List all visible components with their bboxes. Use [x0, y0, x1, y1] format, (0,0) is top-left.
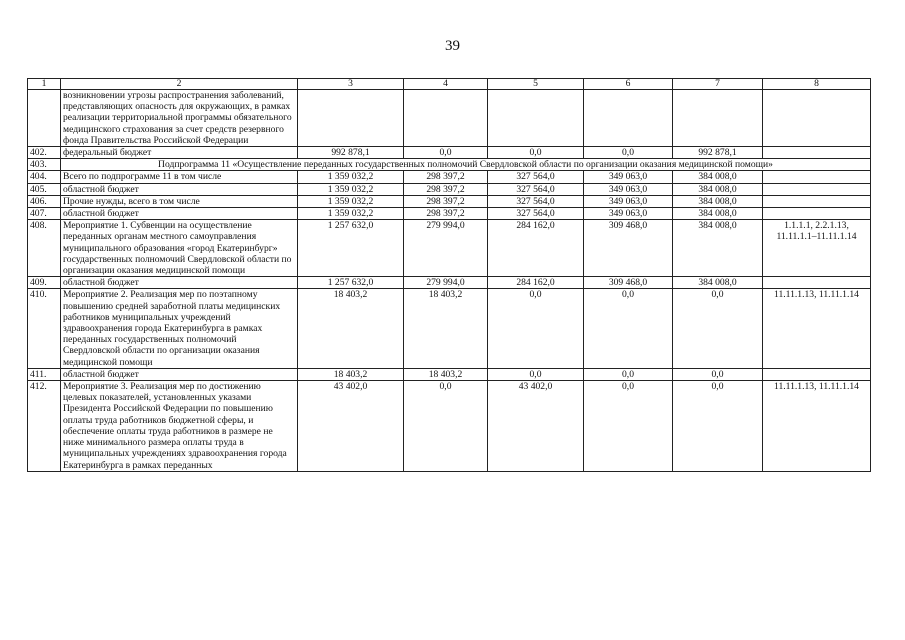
table-row: [28, 183, 871, 195]
year-value-cell: 327 564,0: [488, 183, 584, 195]
total-cell: [298, 90, 404, 147]
target-reference-cell: [763, 147, 871, 159]
target-reference-cell: [763, 183, 871, 195]
header-cell: 8: [763, 79, 871, 90]
row-name-cell: областной бюджет: [61, 208, 298, 220]
year-value-cell: [673, 90, 763, 147]
row-number-cell: 405.: [28, 183, 61, 195]
table-row: [28, 171, 871, 183]
year-value-cell: 309 468,0: [584, 277, 673, 289]
year-value-cell: 0,0: [673, 381, 763, 472]
row-number-cell: 409.: [28, 277, 61, 289]
row-name-cell: Всего по подпрограмме 11 в том числе: [61, 171, 298, 183]
year-value-cell: 0,0: [584, 289, 673, 368]
year-value-cell: 0,0: [584, 147, 673, 159]
year-value-cell: 279 994,0: [404, 220, 488, 277]
year-value-cell: 43 402,0: [488, 381, 584, 472]
table-body: [28, 79, 871, 472]
row-name-cell: Мероприятие 3. Реализация мер по достижению целевых показателей, установленных указами Президента Российской Федерации по повышению оплаты труда работников бюджетной сферы, и обеспечение оплаты труда работников в размере не ниже минимального размера оплаты труда в муниципальных учреждениях здравоохранения города Екатеринбурга в рамках переданных: [61, 381, 298, 472]
row-name-cell: Прочие нужды, всего в том числе: [61, 195, 298, 207]
year-value-cell: 0,0: [584, 381, 673, 472]
row-number-cell: 410.: [28, 289, 61, 368]
year-value-cell: [584, 90, 673, 147]
header-cell: 3: [298, 79, 404, 90]
year-value-cell: 327 564,0: [488, 195, 584, 207]
total-cell: 1 359 032,2: [298, 195, 404, 207]
program-table: [27, 78, 871, 472]
year-value-cell: 384 008,0: [673, 195, 763, 207]
year-value-cell: 384 008,0: [673, 208, 763, 220]
table-row: [28, 220, 871, 277]
row-number-cell: 407.: [28, 208, 61, 220]
year-value-cell: 0,0: [404, 381, 488, 472]
total-cell: 1 257 632,0: [298, 277, 404, 289]
row-name-cell: областной бюджет: [61, 183, 298, 195]
header-cell: 1: [28, 79, 61, 90]
table-row: [28, 208, 871, 220]
year-value-cell: 349 063,0: [584, 208, 673, 220]
total-cell: 18 403,2: [298, 368, 404, 380]
target-reference-cell: [763, 90, 871, 147]
header-cell: 6: [584, 79, 673, 90]
row-number-cell: 402.: [28, 147, 61, 159]
total-cell: 1 257 632,0: [298, 220, 404, 277]
row-name-cell: Мероприятие 1. Субвенции на осуществление переданных органам местного самоуправления муниципального образования «город Екатеринбург» государственных полномочий Свердловской области по организации оказания медицинской помощи: [61, 220, 298, 277]
year-value-cell: 0,0: [488, 289, 584, 368]
year-value-cell: 298 397,2: [404, 195, 488, 207]
row-number-cell: 412.: [28, 381, 61, 472]
year-value-cell: 309 468,0: [584, 220, 673, 277]
table-row: [28, 159, 871, 171]
table-row: [28, 289, 871, 368]
year-value-cell: 384 008,0: [673, 183, 763, 195]
target-reference-cell: 11.11.1.13, 11.11.1.14: [763, 289, 871, 368]
year-value-cell: 349 063,0: [584, 195, 673, 207]
table-row: [28, 277, 871, 289]
year-value-cell: 298 397,2: [404, 208, 488, 220]
total-cell: 992 878,1: [298, 147, 404, 159]
total-cell: 1 359 032,2: [298, 183, 404, 195]
year-value-cell: 0,0: [584, 368, 673, 380]
header-cell: 4: [404, 79, 488, 90]
header-cell: 2: [61, 79, 298, 90]
header-row: [28, 79, 871, 90]
subprogram-title-cell: Подпрограмма 11 «Осуществление переданных государственных полномочий Свердловской области по организации оказания медицинской помощи»: [61, 159, 871, 171]
total-cell: 1 359 032,2: [298, 171, 404, 183]
table-row: [28, 368, 871, 380]
row-name-cell: федеральный бюджет: [61, 147, 298, 159]
row-name-cell: областной бюджет: [61, 277, 298, 289]
target-reference-cell: [763, 195, 871, 207]
total-cell: 18 403,2: [298, 289, 404, 368]
page-number: 39: [445, 38, 460, 54]
year-value-cell: 298 397,2: [404, 183, 488, 195]
year-value-cell: 349 063,0: [584, 183, 673, 195]
year-value-cell: 349 063,0: [584, 171, 673, 183]
row-number-cell: 404.: [28, 171, 61, 183]
year-value-cell: 18 403,2: [404, 368, 488, 380]
target-reference-cell: [763, 171, 871, 183]
year-value-cell: 279 994,0: [404, 277, 488, 289]
total-cell: 1 359 032,2: [298, 208, 404, 220]
row-name-cell: областной бюджет: [61, 368, 298, 380]
target-reference-cell: [763, 368, 871, 380]
table-row: [28, 90, 871, 147]
year-value-cell: 992 878,1: [673, 147, 763, 159]
row-number-cell: [28, 90, 61, 147]
year-value-cell: 327 564,0: [488, 208, 584, 220]
year-value-cell: 327 564,0: [488, 171, 584, 183]
year-value-cell: 0,0: [404, 147, 488, 159]
target-reference-cell: 11.11.1.13, 11.11.1.14: [763, 381, 871, 472]
year-value-cell: 298 397,2: [404, 171, 488, 183]
year-value-cell: 0,0: [673, 368, 763, 380]
year-value-cell: 18 403,2: [404, 289, 488, 368]
header-cell: 5: [488, 79, 584, 90]
row-number-cell: 406.: [28, 195, 61, 207]
table-row: [28, 381, 871, 472]
row-number-cell: 411.: [28, 368, 61, 380]
year-value-cell: 0,0: [488, 147, 584, 159]
row-name-cell: Мероприятие 2. Реализация мер по поэтапному повышению средней заработной платы медицинских работников муниципальных учреждений здравоохранения города Екатеринбурга в рамках переданных государственных полномочий Свердловской области по организации оказания медицинской помощи: [61, 289, 298, 368]
target-reference-cell: 1.1.1.1, 2.2.1.13, 11.11.1.1–11.11.1.14: [763, 220, 871, 277]
year-value-cell: [488, 90, 584, 147]
year-value-cell: 284 162,0: [488, 220, 584, 277]
row-number-cell: 408.: [28, 220, 61, 277]
target-reference-cell: [763, 277, 871, 289]
header-cell: 7: [673, 79, 763, 90]
year-value-cell: 384 008,0: [673, 171, 763, 183]
table-row: [28, 147, 871, 159]
year-value-cell: 384 008,0: [673, 220, 763, 277]
year-value-cell: 384 008,0: [673, 277, 763, 289]
year-value-cell: 0,0: [488, 368, 584, 380]
table-row: [28, 195, 871, 207]
target-reference-cell: [763, 208, 871, 220]
total-cell: 43 402,0: [298, 381, 404, 472]
year-value-cell: [404, 90, 488, 147]
row-number-cell: 403.: [28, 159, 61, 171]
row-name-cell: возникновении угрозы распространения заболеваний, представляющих опасность для окружающих, в рамках реализации территориальной программы обязательного медицинского страхования за счет средств резервного фонда Правительства Российской Федерации: [61, 90, 298, 147]
year-value-cell: 0,0: [673, 289, 763, 368]
year-value-cell: 284 162,0: [488, 277, 584, 289]
